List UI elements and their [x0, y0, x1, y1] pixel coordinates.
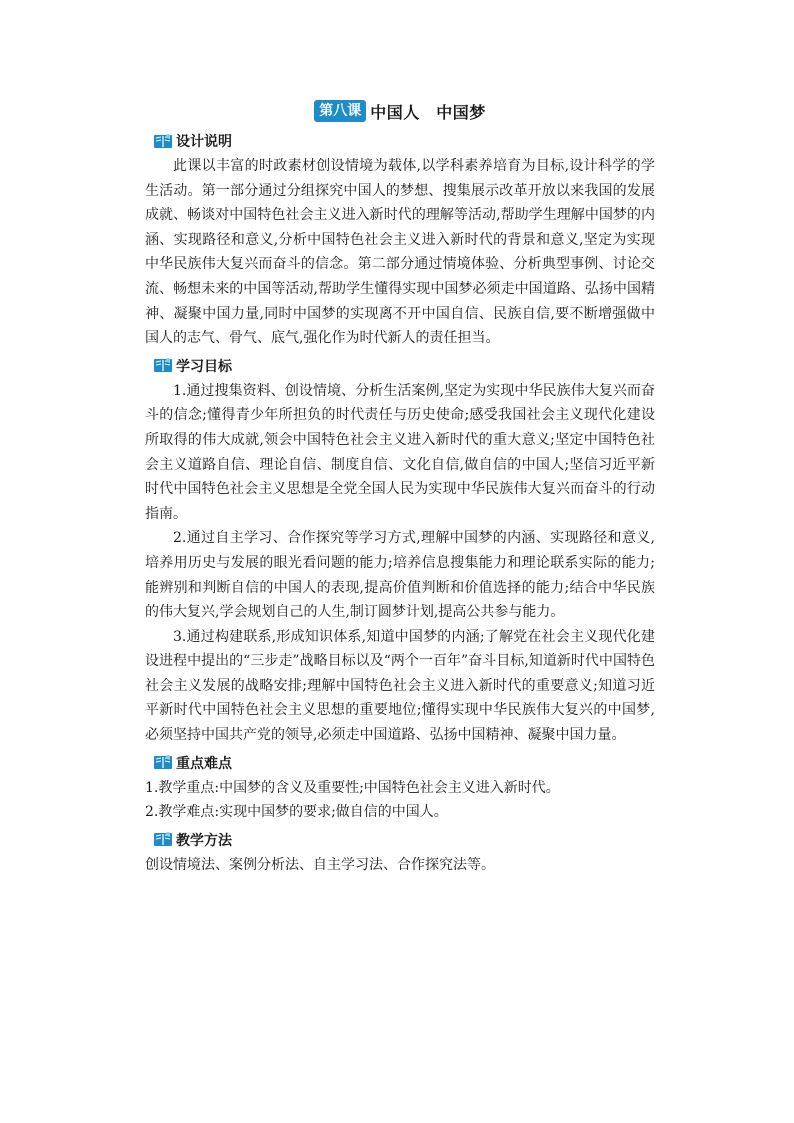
list-item: 2.教学难点:实现中国梦的要求;做自信的中国人。 — [145, 804, 448, 821]
list-item: 1.教学重点:中国梦的含义及重要性;中国特色社会主义进入新时代。 — [145, 779, 560, 796]
section-title: 设计说明 — [176, 134, 232, 150]
section-design-notes — [145, 128, 655, 351]
lesson-content — [145, 96, 655, 879]
paragraph: 1.通过搜集资料、创设情境、分析生活案例,坚定为实现中华民族伟大复兴而奋斗的信念;懂得青少年所担负的时代责任与历史使命;感受我国社会主义现代化建设所取得的伟大成就,领会中国特色社会主义进入新时代的重大意义;坚定中国特色社会主义道路自信、理论自信、制度自信、文化自信,做自信的中国人;坚信习近平新时代中国特色社会主义思想是全党全国人民为实现中华民族伟大复兴而奋斗的行动指南。 — [145, 382, 655, 522]
section-heading — [153, 353, 655, 379]
section-title: 学习目标 — [176, 358, 232, 375]
paragraph: 2.通过自主学习、合作探究等学习方式,理解中国梦的内涵、实现路径和意义,培养用历史与发展的眼光看问题的能力;培养信息搜集能力和理论联系实际的能力;能辨别和判断自信的中国人的表现,提高价值判断和价值选择的能力;结合中华民族的伟大复兴,学会规划自己的人生,制订圆梦计划,提高公共参与能力。 — [145, 530, 655, 621]
lesson-number-badge: 第八课 — [314, 100, 366, 122]
paragraph: 3.通过构建联系,形成知识体系,知道中国梦的内涵;了解党在社会主义现代化建设进程中提出的“三步走”战略目标以及“两个一百年”奋斗目标,知道新时代中国特色社会主义发展的战略安排;理解中国特色社会主义进入新时代的重要意义;知道习近平新时代中国特色社会主义思想的重要地位;懂得实现中华民族伟大复兴的中国梦,必须坚持中国共产党的领导,必须走中国道路、弘扬中国精神、凝聚中国力量。 — [145, 628, 655, 744]
section-heading — [153, 827, 655, 853]
open-book-icon — [153, 831, 173, 848]
paragraph: 此课以丰富的时政素材创设情境为载体,以学科素养培育为目标,设计科学的学生活动。第一部分通过分组探究中国人的梦想、搜集展示改革开放以来我国的发展成就、畅谈对中国特色社会主义进入新时代的理解等活动,帮助学生理解中国梦的内涵、实现路径和意义,分析中国特色社会主义进入新时代的背景和意义,坚定为实现中华民族伟大复兴而奋斗的信念。第二部分通过情境体验、分析典型事例、讨论交流、畅想未来的中国等活动,帮助学生懂得实现中国梦必须走中国道路、弘扬中国精神、凝聚中国力量,同时中国梦的实现离不开中国自信、民族自信,要不断增强做中国人的志气、骨气、底气,强化作为时代新人的责任担当。 — [145, 158, 655, 347]
section-learning-goals — [145, 353, 655, 748]
open-book-icon — [153, 357, 173, 374]
section-teaching-methods — [145, 827, 655, 878]
section-title: 教学方法 — [176, 832, 232, 849]
open-book-icon — [153, 754, 173, 771]
open-book-icon — [153, 133, 173, 150]
section-title: 重点难点 — [176, 755, 232, 772]
section-heading — [153, 128, 655, 154]
lesson-title: 中国人 中国梦 — [370, 102, 486, 122]
section-heading — [153, 750, 655, 776]
section-key-points — [145, 750, 655, 825]
list-item: 创设情境法、案例分析法、自主学习法、合作探究法等。 — [145, 856, 495, 873]
lesson-title-row — [145, 96, 655, 126]
